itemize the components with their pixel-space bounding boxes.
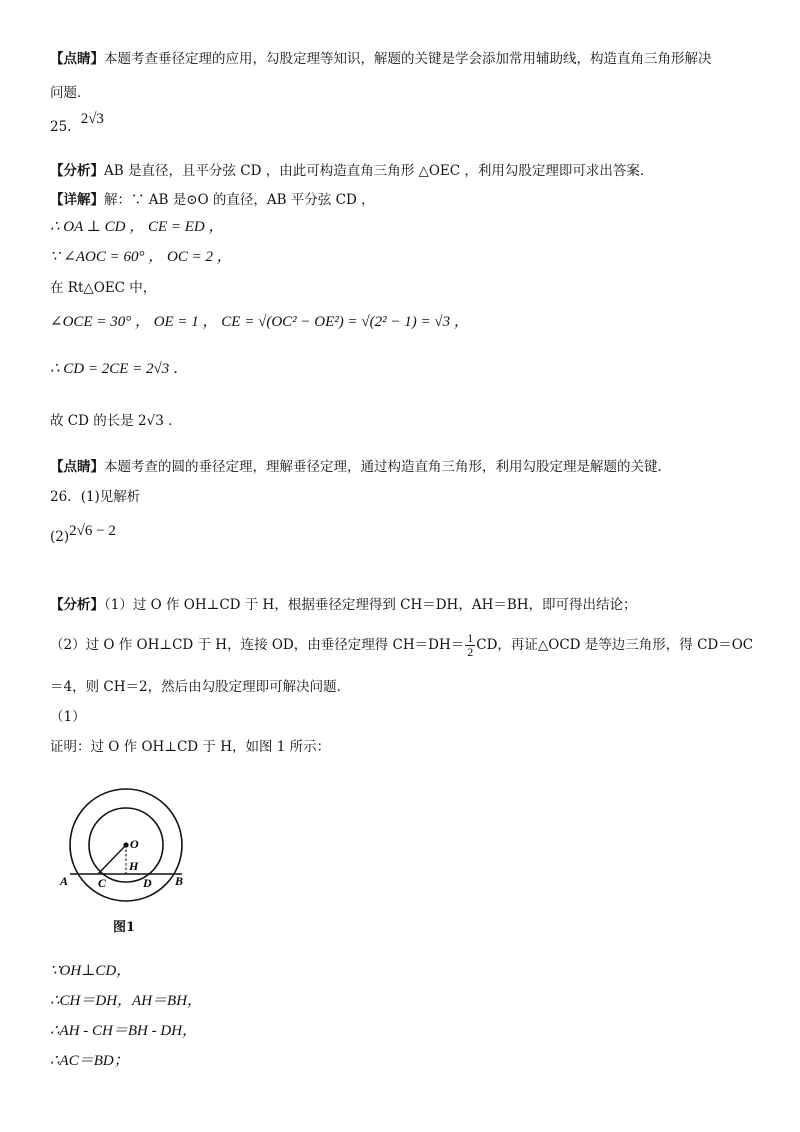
q25-fenxi-text: AB 是直径，且平分弦 CD ，由此可构造直角三角形 △OEC ，利用勾股定理即可求出答案． bbox=[104, 163, 654, 179]
q26-part1-answer: (1)见解析 bbox=[80, 489, 141, 505]
q25-number-line bbox=[50, 111, 104, 136]
q25-number: 25． bbox=[50, 119, 81, 135]
q26-fenxi-1 bbox=[50, 596, 637, 614]
figure-1-diagram bbox=[58, 770, 208, 910]
segment-oc bbox=[98, 845, 126, 874]
dianjing-line-2: 问题． bbox=[50, 85, 91, 101]
q25-step-5: ∠OCE = 30° ， OE = 1 ， CE = √(OC² − OE²) = √(2² − 1) = √3 ， bbox=[50, 314, 469, 330]
label-b: B bbox=[175, 874, 184, 888]
q25-xiangjie bbox=[50, 191, 375, 209]
half-fraction bbox=[465, 632, 475, 659]
q26-proof-intro: 证明：过 O 作 OH⊥CD 于 H，如图 1 所示： bbox=[50, 739, 331, 755]
dianjing-text: 本题考查垂径定理的应用，勾股定理等知识，解题的关键是学会添加常用辅助线，构造直角三角形解决 bbox=[104, 51, 712, 67]
label-a: A bbox=[60, 874, 69, 888]
label-h: H bbox=[129, 859, 139, 873]
q26-fenxi-text-1: （1）过 O 作 OH⊥CD 于 H，根据垂径定理得到 CH＝DH，AH＝BH，即可得出结论； bbox=[104, 597, 637, 613]
q25-xiangjie-tag: 【详解】 bbox=[50, 192, 104, 208]
q26-fenxi-3: ＝4，则 CH＝2，然后由勾股定理即可解决问题． bbox=[50, 679, 351, 695]
q26-part2-label: (2) bbox=[50, 529, 70, 545]
figure-caption: 图1 bbox=[113, 920, 136, 935]
q25-dianjing bbox=[50, 458, 671, 476]
q25-fenxi-tag: 【分析】 bbox=[50, 163, 104, 179]
dianjing-line-1 bbox=[50, 50, 712, 68]
q25-fenxi bbox=[50, 162, 653, 180]
q26-number: 26． bbox=[50, 489, 81, 505]
q26-fenxi-text-2b: CD，再证△OCD 是等边三角形，得 CD＝OC bbox=[476, 637, 754, 653]
q26-fenxi-text-2a: （2）过 O 作 OH⊥CD 于 H，连接 OD，由垂径定理得 CH＝DH＝ bbox=[50, 637, 465, 653]
q26-part2-line bbox=[50, 522, 116, 545]
q26-part2-answer: 2√6 − 2 bbox=[69, 523, 116, 539]
q26-fenxi-tag: 【分析】 bbox=[50, 597, 104, 613]
label-o: O bbox=[130, 837, 139, 851]
q25-dianjing-text: 本题考查的圆的垂径定理，理解垂径定理，通过构造直角三角形，利用勾股定理是解题的关键． bbox=[104, 459, 671, 475]
q25-step-7: 故 CD 的长是 2√3 ． bbox=[50, 413, 182, 429]
dianjing-tag: 【点睛】 bbox=[50, 51, 104, 67]
q26-part1-label: （1） bbox=[50, 709, 86, 725]
q26-proof-3: ∴AH - CH＝BH - DH， bbox=[50, 1023, 198, 1039]
frac-denominator: 2 bbox=[467, 645, 474, 659]
q26-proof-1: ∵OH⊥CD， bbox=[50, 963, 132, 979]
q25-answer: 2√3 bbox=[80, 111, 104, 127]
q25-dianjing-tag: 【点睛】 bbox=[50, 459, 104, 475]
q25-step-3: ∵ ∠AOC = 60° ， OC = 2 ， bbox=[50, 249, 232, 265]
frac-numerator: 1 bbox=[467, 631, 474, 645]
q26-number-line bbox=[50, 488, 140, 506]
q26-proof-2: ∴CH＝DH，AH＝BH， bbox=[50, 993, 203, 1009]
label-d: D bbox=[143, 876, 152, 890]
q25-step-1: 解：∵ AB 是⊙O 的直径，AB 平分弦 CD ， bbox=[104, 192, 375, 208]
label-c: C bbox=[98, 876, 107, 890]
q26-fenxi-2 bbox=[50, 632, 753, 659]
q26-proof-4: ∴AC＝BD； bbox=[50, 1053, 129, 1069]
q25-step-4: 在 Rt△OEC 中， bbox=[50, 280, 157, 296]
q25-step-2: ∴ OA ⊥ CD ， CE = ED ， bbox=[50, 219, 224, 235]
center-point bbox=[123, 842, 128, 847]
q25-step-6: ∴ CD = 2CE = 2√3 ． bbox=[50, 361, 189, 377]
